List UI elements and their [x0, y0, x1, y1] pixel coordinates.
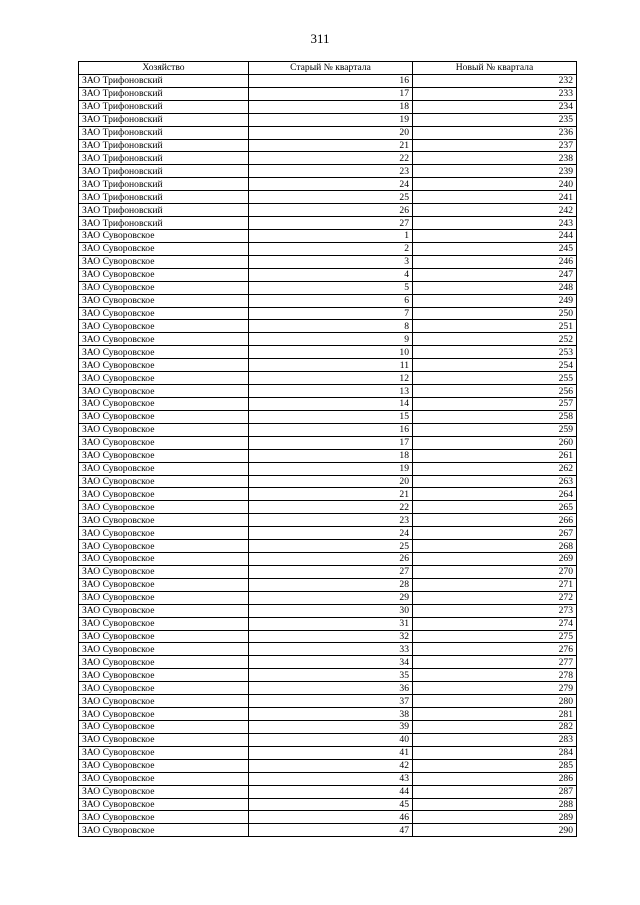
- column-header-old-quarter: Старый № квартала: [249, 62, 413, 75]
- header-row: [79, 62, 577, 75]
- table-row: [79, 100, 577, 113]
- column-header-new-quarter: Новый № квартала: [413, 62, 577, 75]
- cell-old-quarter: 31: [249, 617, 413, 630]
- cell-farm: ЗАО Суворовское: [79, 643, 249, 656]
- table-row: [79, 372, 577, 385]
- cell-old-quarter: 34: [249, 656, 413, 669]
- table-row: [79, 320, 577, 333]
- cell-old-quarter: 32: [249, 630, 413, 643]
- cell-farm: ЗАО Суворовское: [79, 759, 249, 772]
- cell-old-quarter: 22: [249, 501, 413, 514]
- cell-old-quarter: 33: [249, 643, 413, 656]
- cell-farm: ЗАО Трифоновский: [79, 191, 249, 204]
- cell-farm: ЗАО Суворовское: [79, 423, 249, 436]
- cell-new-quarter: 288: [413, 798, 577, 811]
- cell-farm: ЗАО Суворовское: [79, 540, 249, 553]
- cell-old-quarter: 47: [249, 824, 413, 837]
- table-row: [79, 217, 577, 230]
- table-row: [79, 346, 577, 359]
- cell-farm: ЗАО Суворовское: [79, 682, 249, 695]
- cell-farm: ЗАО Суворовское: [79, 229, 249, 242]
- cell-new-quarter: 272: [413, 591, 577, 604]
- cell-farm: ЗАО Суворовское: [79, 604, 249, 617]
- table-row: [79, 359, 577, 372]
- cell-old-quarter: 11: [249, 359, 413, 372]
- cell-farm: ЗАО Суворовское: [79, 656, 249, 669]
- cell-old-quarter: 23: [249, 165, 413, 178]
- cell-old-quarter: 17: [249, 436, 413, 449]
- table-row: [79, 514, 577, 527]
- cell-farm: ЗАО Трифоновский: [79, 100, 249, 113]
- table-row: [79, 591, 577, 604]
- cell-old-quarter: 27: [249, 217, 413, 230]
- cell-new-quarter: 253: [413, 346, 577, 359]
- table-row: [79, 604, 577, 617]
- cell-old-quarter: 26: [249, 204, 413, 217]
- cell-new-quarter: 250: [413, 307, 577, 320]
- cell-old-quarter: 21: [249, 139, 413, 152]
- table-row: [79, 242, 577, 255]
- cell-old-quarter: 25: [249, 191, 413, 204]
- cell-new-quarter: 238: [413, 152, 577, 165]
- cell-farm: ЗАО Суворовское: [79, 733, 249, 746]
- cell-new-quarter: 284: [413, 746, 577, 759]
- table-row: [79, 721, 577, 734]
- cell-old-quarter: 43: [249, 772, 413, 785]
- cell-old-quarter: 18: [249, 449, 413, 462]
- cell-old-quarter: 4: [249, 268, 413, 281]
- column-header-farm: Хозяйство: [79, 62, 249, 75]
- cell-new-quarter: 271: [413, 578, 577, 591]
- cell-farm: ЗАО Суворовское: [79, 798, 249, 811]
- cell-farm: ЗАО Суворовское: [79, 268, 249, 281]
- cell-new-quarter: 265: [413, 501, 577, 514]
- cell-old-quarter: 20: [249, 475, 413, 488]
- page-number: 311: [310, 31, 330, 46]
- cell-farm: ЗАО Трифоновский: [79, 139, 249, 152]
- cell-old-quarter: 20: [249, 126, 413, 139]
- cell-new-quarter: 286: [413, 772, 577, 785]
- cell-new-quarter: 278: [413, 669, 577, 682]
- cell-farm: ЗАО Суворовское: [79, 565, 249, 578]
- cell-new-quarter: 281: [413, 708, 577, 721]
- cell-farm: ЗАО Суворовское: [79, 372, 249, 385]
- cell-farm: ЗАО Суворовское: [79, 617, 249, 630]
- cell-new-quarter: 248: [413, 281, 577, 294]
- table-row: [79, 255, 577, 268]
- cell-new-quarter: 289: [413, 811, 577, 824]
- cell-farm: ЗАО Суворовское: [79, 785, 249, 798]
- cell-farm: ЗАО Трифоновский: [79, 126, 249, 139]
- cell-new-quarter: 245: [413, 242, 577, 255]
- table-row: [79, 578, 577, 591]
- cell-new-quarter: 260: [413, 436, 577, 449]
- cell-old-quarter: 10: [249, 346, 413, 359]
- cell-farm: ЗАО Суворовское: [79, 410, 249, 423]
- cell-new-quarter: 273: [413, 604, 577, 617]
- cell-new-quarter: 236: [413, 126, 577, 139]
- table-row: [79, 449, 577, 462]
- cell-old-quarter: 18: [249, 100, 413, 113]
- cell-new-quarter: 263: [413, 475, 577, 488]
- cell-new-quarter: 275: [413, 630, 577, 643]
- cell-new-quarter: 264: [413, 488, 577, 501]
- table-row: [79, 191, 577, 204]
- table-row: [79, 74, 577, 87]
- cell-farm: ЗАО Трифоновский: [79, 113, 249, 126]
- cell-old-quarter: 40: [249, 733, 413, 746]
- table-row: [79, 824, 577, 837]
- cell-farm: ЗАО Суворовское: [79, 811, 249, 824]
- table-row: [79, 733, 577, 746]
- cell-farm: ЗАО Суворовское: [79, 449, 249, 462]
- cell-farm: ЗАО Суворовское: [79, 669, 249, 682]
- cell-old-quarter: 9: [249, 333, 413, 346]
- table-row: [79, 527, 577, 540]
- cell-farm: ЗАО Суворовское: [79, 255, 249, 268]
- cell-old-quarter: 12: [249, 372, 413, 385]
- cell-old-quarter: 39: [249, 721, 413, 734]
- table-row: [79, 126, 577, 139]
- quarter-renumbering-table: [78, 61, 577, 837]
- cell-farm: ЗАО Суворовское: [79, 488, 249, 501]
- table-row: [79, 229, 577, 242]
- cell-new-quarter: 257: [413, 397, 577, 410]
- cell-farm: ЗАО Суворовское: [79, 281, 249, 294]
- cell-old-quarter: 28: [249, 578, 413, 591]
- cell-farm: ЗАО Трифоновский: [79, 178, 249, 191]
- table-row: [79, 139, 577, 152]
- cell-old-quarter: 26: [249, 553, 413, 566]
- table-row: [79, 540, 577, 553]
- cell-old-quarter: 46: [249, 811, 413, 824]
- cell-old-quarter: 23: [249, 514, 413, 527]
- table-row: [79, 294, 577, 307]
- cell-new-quarter: 287: [413, 785, 577, 798]
- table-row: [79, 87, 577, 100]
- cell-farm: ЗАО Суворовское: [79, 475, 249, 488]
- cell-new-quarter: 280: [413, 695, 577, 708]
- cell-old-quarter: 8: [249, 320, 413, 333]
- cell-farm: ЗАО Суворовское: [79, 333, 249, 346]
- cell-new-quarter: 268: [413, 540, 577, 553]
- cell-old-quarter: 41: [249, 746, 413, 759]
- cell-old-quarter: 3: [249, 255, 413, 268]
- table-row: [79, 385, 577, 398]
- table-row: [79, 785, 577, 798]
- cell-old-quarter: 45: [249, 798, 413, 811]
- cell-farm: ЗАО Трифоновский: [79, 217, 249, 230]
- cell-old-quarter: 38: [249, 708, 413, 721]
- cell-old-quarter: 22: [249, 152, 413, 165]
- table-row: [79, 268, 577, 281]
- cell-farm: ЗАО Суворовское: [79, 294, 249, 307]
- cell-new-quarter: 276: [413, 643, 577, 656]
- cell-old-quarter: 24: [249, 527, 413, 540]
- table-row: [79, 475, 577, 488]
- cell-new-quarter: 283: [413, 733, 577, 746]
- cell-new-quarter: 259: [413, 423, 577, 436]
- cell-old-quarter: 19: [249, 462, 413, 475]
- table-row: [79, 630, 577, 643]
- cell-old-quarter: 35: [249, 669, 413, 682]
- cell-new-quarter: 252: [413, 333, 577, 346]
- table-row: [79, 152, 577, 165]
- cell-farm: ЗАО Суворовское: [79, 527, 249, 540]
- cell-old-quarter: 37: [249, 695, 413, 708]
- cell-new-quarter: 277: [413, 656, 577, 669]
- cell-old-quarter: 42: [249, 759, 413, 772]
- cell-farm: ЗАО Суворовское: [79, 591, 249, 604]
- cell-new-quarter: 285: [413, 759, 577, 772]
- cell-farm: ЗАО Суворовское: [79, 397, 249, 410]
- cell-old-quarter: 14: [249, 397, 413, 410]
- table-row: [79, 553, 577, 566]
- cell-old-quarter: 6: [249, 294, 413, 307]
- cell-new-quarter: 267: [413, 527, 577, 540]
- cell-farm: ЗАО Суворовское: [79, 746, 249, 759]
- cell-new-quarter: 256: [413, 385, 577, 398]
- cell-farm: ЗАО Суворовское: [79, 242, 249, 255]
- cell-new-quarter: 240: [413, 178, 577, 191]
- cell-new-quarter: 258: [413, 410, 577, 423]
- cell-old-quarter: 16: [249, 423, 413, 436]
- table-row: [79, 488, 577, 501]
- cell-old-quarter: 25: [249, 540, 413, 553]
- table-row: [79, 113, 577, 126]
- cell-new-quarter: 232: [413, 74, 577, 87]
- table-row: [79, 682, 577, 695]
- cell-farm: ЗАО Трифоновский: [79, 165, 249, 178]
- cell-old-quarter: 5: [249, 281, 413, 294]
- table-row: [79, 811, 577, 824]
- table-row: [79, 669, 577, 682]
- cell-farm: ЗАО Суворовское: [79, 462, 249, 475]
- cell-farm: ЗАО Суворовское: [79, 772, 249, 785]
- table-row: [79, 333, 577, 346]
- cell-farm: ЗАО Суворовское: [79, 708, 249, 721]
- cell-farm: ЗАО Суворовское: [79, 630, 249, 643]
- table-body: [79, 74, 577, 836]
- cell-farm: ЗАО Суворовское: [79, 436, 249, 449]
- cell-new-quarter: 270: [413, 565, 577, 578]
- cell-farm: ЗАО Суворовское: [79, 514, 249, 527]
- cell-new-quarter: 266: [413, 514, 577, 527]
- cell-new-quarter: 244: [413, 229, 577, 242]
- cell-old-quarter: 19: [249, 113, 413, 126]
- table-row: [79, 643, 577, 656]
- cell-farm: ЗАО Суворовское: [79, 578, 249, 591]
- table-row: [79, 656, 577, 669]
- cell-new-quarter: 254: [413, 359, 577, 372]
- cell-new-quarter: 290: [413, 824, 577, 837]
- cell-new-quarter: 255: [413, 372, 577, 385]
- cell-old-quarter: 13: [249, 385, 413, 398]
- table-row: [79, 423, 577, 436]
- cell-old-quarter: 29: [249, 591, 413, 604]
- cell-old-quarter: 15: [249, 410, 413, 423]
- cell-farm: ЗАО Трифоновский: [79, 152, 249, 165]
- cell-new-quarter: 241: [413, 191, 577, 204]
- table-row: [79, 436, 577, 449]
- cell-new-quarter: 247: [413, 268, 577, 281]
- table-row: [79, 397, 577, 410]
- table-row: [79, 772, 577, 785]
- table-row: [79, 617, 577, 630]
- cell-new-quarter: 261: [413, 449, 577, 462]
- cell-farm: ЗАО Суворовское: [79, 346, 249, 359]
- cell-farm: ЗАО Суворовское: [79, 824, 249, 837]
- cell-new-quarter: 246: [413, 255, 577, 268]
- cell-new-quarter: 237: [413, 139, 577, 152]
- cell-farm: ЗАО Суворовское: [79, 501, 249, 514]
- cell-new-quarter: 269: [413, 553, 577, 566]
- table-row: [79, 759, 577, 772]
- cell-old-quarter: 2: [249, 242, 413, 255]
- cell-farm: ЗАО Трифоновский: [79, 87, 249, 100]
- cell-old-quarter: 17: [249, 87, 413, 100]
- cell-farm: ЗАО Суворовское: [79, 553, 249, 566]
- table-header: [79, 62, 577, 75]
- table-row: [79, 565, 577, 578]
- table-row: [79, 204, 577, 217]
- cell-old-quarter: 27: [249, 565, 413, 578]
- cell-farm: ЗАО Суворовское: [79, 359, 249, 372]
- table-row: [79, 410, 577, 423]
- cell-farm: ЗАО Трифоновский: [79, 74, 249, 87]
- cell-farm: ЗАО Суворовское: [79, 695, 249, 708]
- table-row: [79, 746, 577, 759]
- table-row: [79, 281, 577, 294]
- table-row: [79, 462, 577, 475]
- cell-new-quarter: 243: [413, 217, 577, 230]
- cell-old-quarter: 1: [249, 229, 413, 242]
- cell-new-quarter: 242: [413, 204, 577, 217]
- cell-new-quarter: 282: [413, 721, 577, 734]
- table-row: [79, 695, 577, 708]
- cell-new-quarter: 235: [413, 113, 577, 126]
- cell-new-quarter: 234: [413, 100, 577, 113]
- cell-farm: ЗАО Суворовское: [79, 307, 249, 320]
- cell-new-quarter: 251: [413, 320, 577, 333]
- cell-farm: ЗАО Суворовское: [79, 385, 249, 398]
- cell-farm: ЗАО Суворовское: [79, 320, 249, 333]
- cell-new-quarter: 262: [413, 462, 577, 475]
- cell-old-quarter: 7: [249, 307, 413, 320]
- table-row: [79, 501, 577, 514]
- cell-old-quarter: 44: [249, 785, 413, 798]
- cell-farm: ЗАО Трифоновский: [79, 204, 249, 217]
- cell-new-quarter: 239: [413, 165, 577, 178]
- cell-new-quarter: 279: [413, 682, 577, 695]
- table-row: [79, 798, 577, 811]
- cell-old-quarter: 36: [249, 682, 413, 695]
- cell-new-quarter: 249: [413, 294, 577, 307]
- table-row: [79, 708, 577, 721]
- table-row: [79, 307, 577, 320]
- cell-new-quarter: 274: [413, 617, 577, 630]
- table-row: [79, 178, 577, 191]
- cell-old-quarter: 24: [249, 178, 413, 191]
- cell-farm: ЗАО Суворовское: [79, 721, 249, 734]
- cell-old-quarter: 16: [249, 74, 413, 87]
- cell-new-quarter: 233: [413, 87, 577, 100]
- cell-old-quarter: 21: [249, 488, 413, 501]
- cell-old-quarter: 30: [249, 604, 413, 617]
- table-row: [79, 165, 577, 178]
